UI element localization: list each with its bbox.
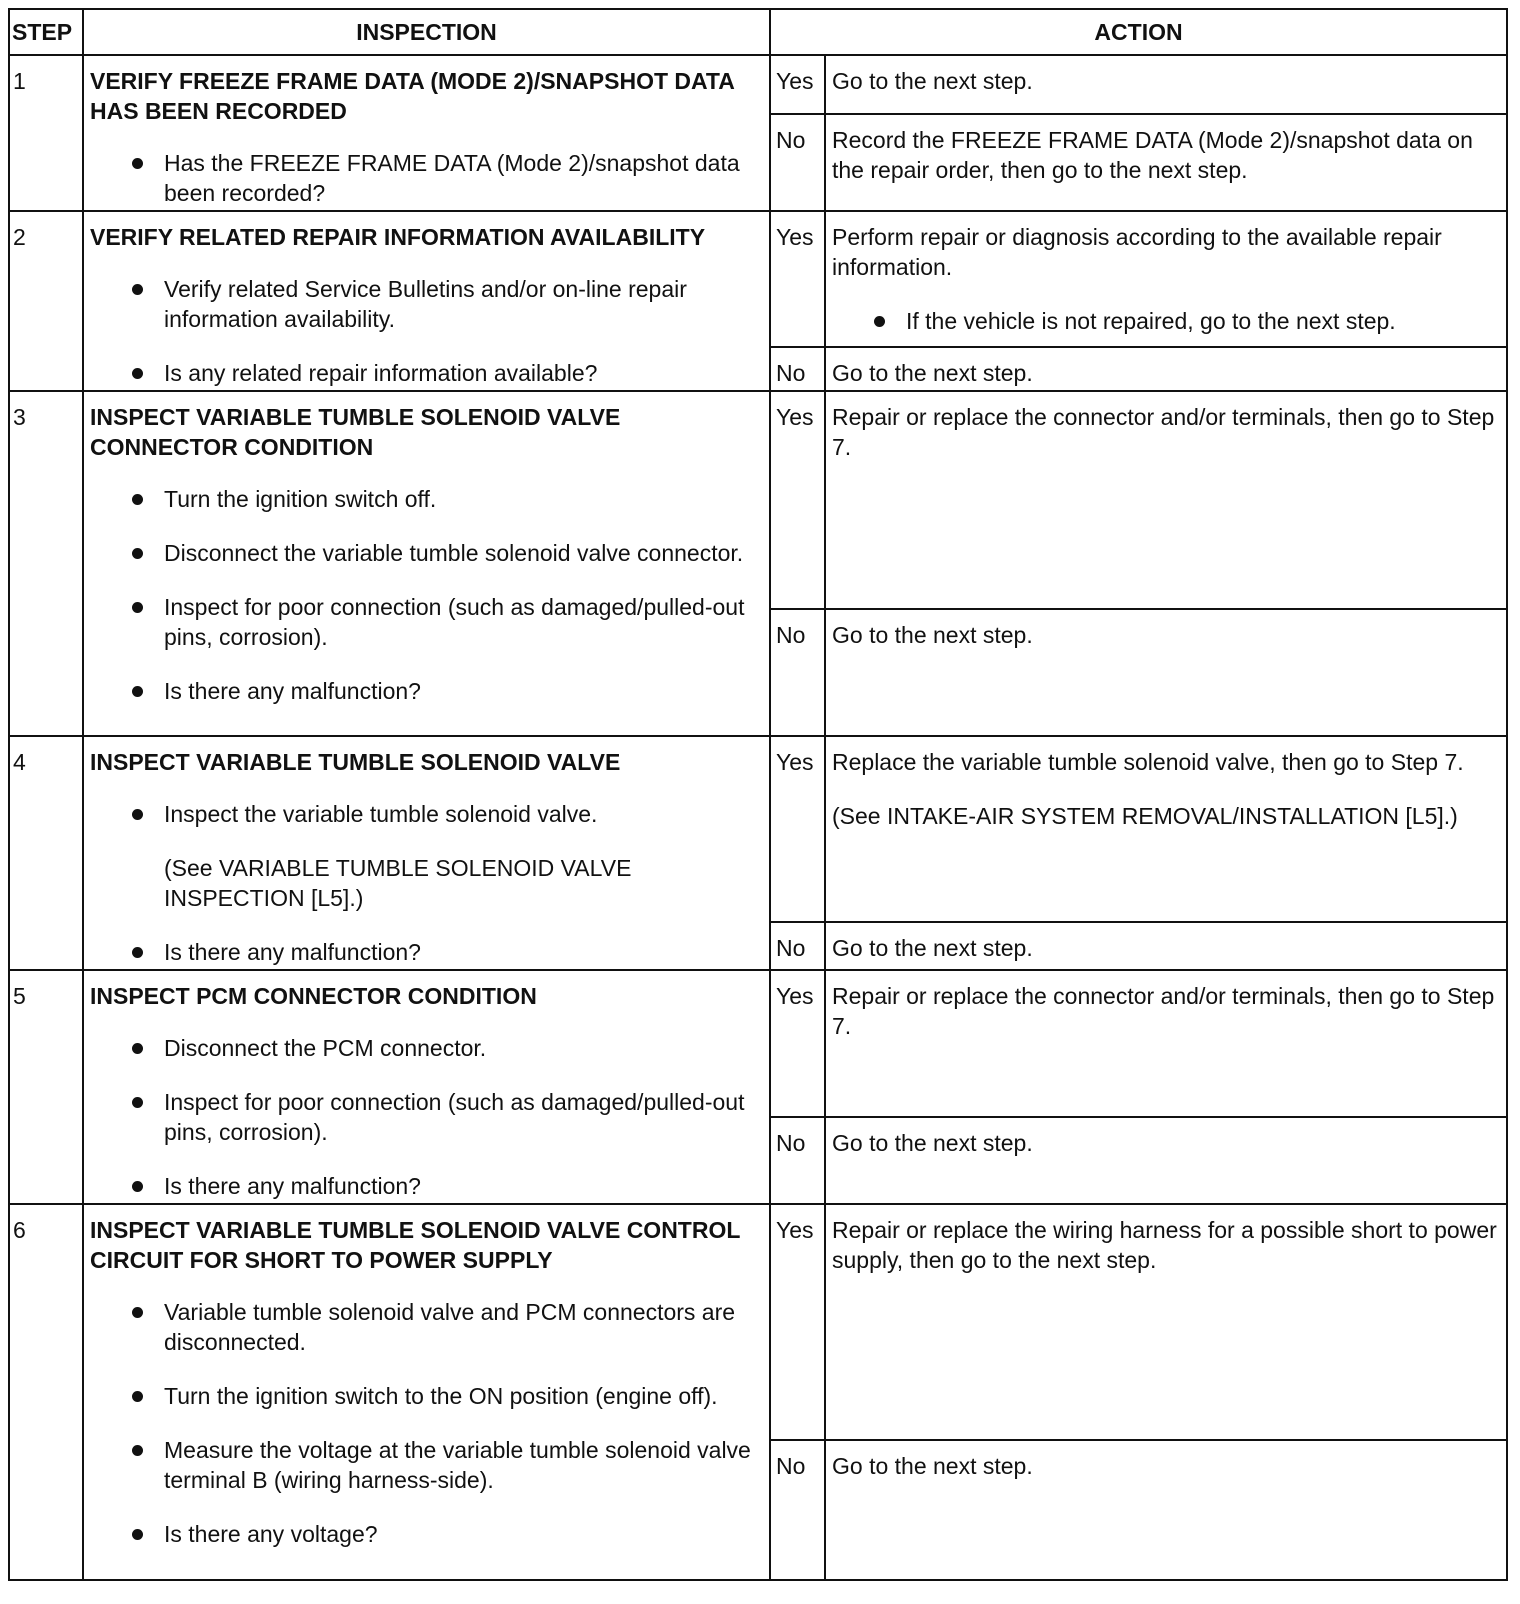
yes-action: Replace the variable tumble solenoid valve, then go to Step 7. xyxy=(832,749,1464,775)
inspection-bullet: Inspect the variable tumble solenoid valve. xyxy=(90,799,765,829)
inspection-bullet: Is there any voltage? xyxy=(90,1519,765,1549)
inspection-bullet: Is there any malfunction? xyxy=(90,937,765,967)
no-label: No xyxy=(770,114,825,211)
no-label: No xyxy=(770,922,825,970)
inspection-bullet: Has the FREEZE FRAME DATA (Mode 2)/snapshot data been recorded? xyxy=(90,148,765,208)
yes-label: Yes xyxy=(770,55,825,114)
no-label: No xyxy=(770,609,825,736)
step-number: 6 xyxy=(9,1204,83,1580)
inspection-cell xyxy=(83,391,770,736)
bullet-icon xyxy=(132,368,143,379)
bullet-icon xyxy=(132,1043,143,1054)
inspection-title: INSPECT VARIABLE TUMBLE SOLENOID VALVE CONTROL CIRCUIT FOR SHORT TO POWER SUPPLY xyxy=(90,1217,740,1273)
bullet-icon xyxy=(132,284,143,295)
table-row xyxy=(9,736,1507,922)
yes-label: Yes xyxy=(770,391,825,609)
inspection-cell xyxy=(83,736,770,970)
no-action: Go to the next step. xyxy=(825,1440,1507,1580)
inspection-bullet: Inspect for poor connection (such as damaged/pulled-out pins, corrosion). xyxy=(90,1087,765,1147)
bullet-icon xyxy=(132,1445,143,1456)
yes-label: Yes xyxy=(770,736,825,922)
no-action: Go to the next step. xyxy=(825,609,1507,736)
inspection-title: INSPECT VARIABLE TUMBLE SOLENOID VALVE CONNECTOR CONDITION xyxy=(90,404,621,460)
no-action: Go to the next step. xyxy=(825,1117,1507,1204)
inspection-title: INSPECT PCM CONNECTOR CONDITION xyxy=(90,983,537,1009)
action-column-header: ACTION xyxy=(770,9,1507,55)
bullet-icon xyxy=(132,809,143,820)
inspection-cell xyxy=(83,211,770,391)
table-row xyxy=(9,391,1507,609)
yes-label: Yes xyxy=(770,211,825,347)
table-row xyxy=(9,1204,1507,1440)
no-action: Record the FREEZE FRAME DATA (Mode 2)/snapshot data on the repair order, then go to the next step. xyxy=(825,114,1507,211)
inspection-bullet: Measure the voltage at the variable tumble solenoid valve terminal B (wiring harness-side). xyxy=(90,1435,765,1495)
inspection-bullet: Is there any malfunction? xyxy=(90,1171,765,1201)
bullet-icon xyxy=(132,548,143,559)
no-label: No xyxy=(770,1440,825,1580)
yes-action: Repair or replace the connector and/or terminals, then go to Step 7. xyxy=(825,970,1507,1117)
header-row xyxy=(9,9,1507,55)
bullet-icon xyxy=(874,316,885,327)
table-row xyxy=(9,211,1507,347)
table-row xyxy=(9,970,1507,1117)
yes-action: Repair or replace the connector and/or terminals, then go to Step 7. xyxy=(825,391,1507,609)
inspection-cell xyxy=(83,970,770,1204)
inspection-reference-note: (See VARIABLE TUMBLE SOLENOID VALVE INSPECTION [L5].) xyxy=(164,855,632,911)
bullet-icon xyxy=(132,947,143,958)
action-bullet: If the vehicle is not repaired, go to the next step. xyxy=(832,306,1502,336)
inspection-bullet: Disconnect the PCM connector. xyxy=(90,1033,765,1063)
inspection-bullet: Variable tumble solenoid valve and PCM connectors are disconnected. xyxy=(90,1297,765,1357)
step-number: 2 xyxy=(9,211,83,391)
bullet-icon xyxy=(132,602,143,613)
step-number: 1 xyxy=(9,55,83,211)
inspection-bullet: Verify related Service Bulletins and/or on-line repair information availability. xyxy=(90,274,765,334)
inspection-bullet: Is there any malfunction? xyxy=(90,676,765,706)
yes-action: Go to the next step. xyxy=(825,55,1507,114)
yes-label: Yes xyxy=(770,970,825,1117)
yes-label: Yes xyxy=(770,1204,825,1440)
inspection-cell xyxy=(83,55,770,211)
yes-action-cell xyxy=(825,211,1507,347)
yes-action: Repair or replace the wiring harness for a possible short to power supply, then go to the next step. xyxy=(825,1204,1507,1440)
yes-action-cell xyxy=(825,736,1507,922)
bullet-icon xyxy=(132,1097,143,1108)
inspection-bullet: Inspect for poor connection (such as damaged/pulled-out pins, corrosion). xyxy=(90,592,765,652)
inspection-bullet: Turn the ignition switch off. xyxy=(90,484,765,514)
no-action: Go to the next step. xyxy=(825,922,1507,970)
no-label: No xyxy=(770,1117,825,1204)
bullet-icon xyxy=(132,494,143,505)
inspection-title: INSPECT VARIABLE TUMBLE SOLENOID VALVE xyxy=(90,749,621,775)
bullet-icon xyxy=(132,158,143,169)
inspection-column-header: INSPECTION xyxy=(83,9,770,55)
inspection-bullet: Disconnect the variable tumble solenoid valve connector. xyxy=(90,538,765,568)
inspection-cell xyxy=(83,1204,770,1580)
no-label: No xyxy=(770,347,825,392)
step-number: 4 xyxy=(9,736,83,970)
bullet-icon xyxy=(132,686,143,697)
step-number: 3 xyxy=(9,391,83,736)
no-action: Go to the next step. xyxy=(825,347,1507,392)
diagnostic-procedure-table xyxy=(8,8,1508,1581)
yes-action: Perform repair or diagnosis according to the available repair information. xyxy=(832,224,1442,280)
inspection-bullet: Turn the ignition switch to the ON position (engine off). xyxy=(90,1381,765,1411)
inspection-title: VERIFY FREEZE FRAME DATA (MODE 2)/SNAPSHOT DATA HAS BEEN RECORDED xyxy=(90,68,735,124)
table-row xyxy=(9,55,1507,114)
yes-reference-note: (See INTAKE-AIR SYSTEM REMOVAL/INSTALLATION [L5].) xyxy=(832,803,1458,829)
bullet-icon xyxy=(132,1391,143,1402)
inspection-title: VERIFY RELATED REPAIR INFORMATION AVAILABILITY xyxy=(90,224,706,250)
bullet-icon xyxy=(132,1307,143,1318)
inspection-bullet: Is any related repair information available? xyxy=(90,358,765,388)
step-number: 5 xyxy=(9,970,83,1204)
bullet-icon xyxy=(132,1181,143,1192)
step-column-header: STEP xyxy=(9,9,83,55)
bullet-icon xyxy=(132,1529,143,1540)
